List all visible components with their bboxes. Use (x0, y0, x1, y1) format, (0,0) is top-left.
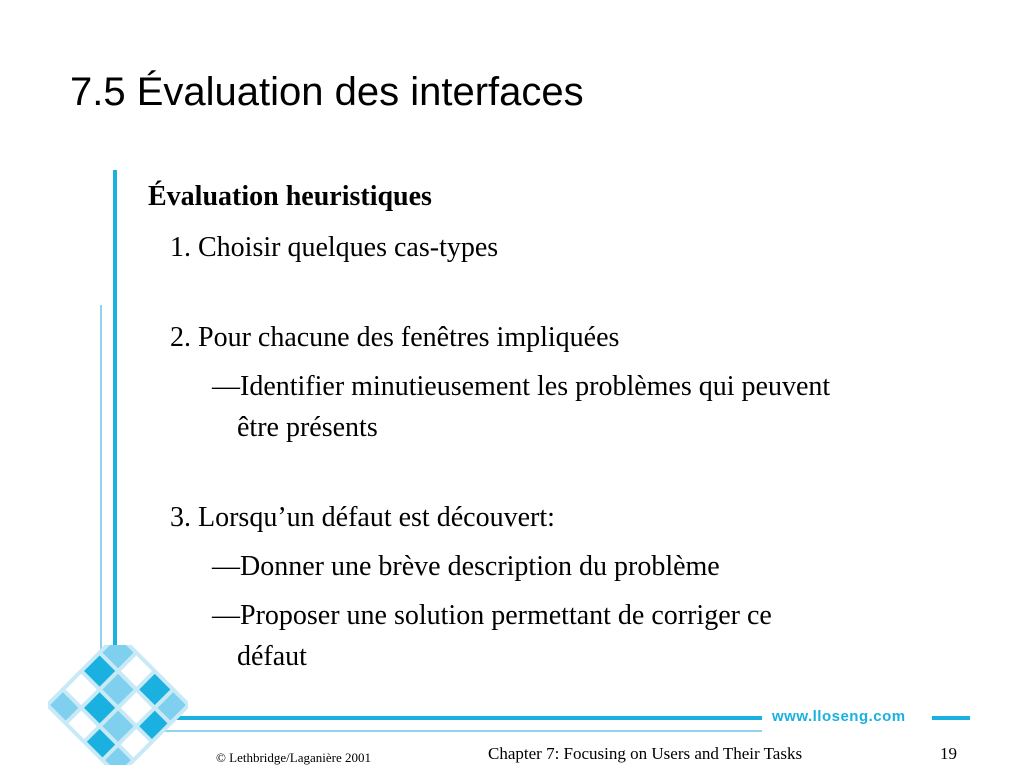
diamond-tiles-logo-icon (48, 645, 188, 765)
slide-title: 7.5 Évaluation des interfaces (70, 70, 584, 114)
list-subitem-continuation: être présents (237, 412, 378, 443)
list-subitem-continuation: défaut (237, 641, 307, 672)
accent-line-horizontal-right (932, 716, 970, 720)
list-subitem: —Identifier minutieusement les problèmes qui peuvent (212, 371, 831, 402)
footer-copyright: © Lethbridge/Laganière 2001 (216, 750, 371, 765)
list-item: 2. Pour chacune des fenêtres impliquées (170, 322, 620, 353)
accent-line-vertical-secondary (100, 305, 102, 675)
list-subitem: —Donner une brève description du problème (212, 551, 720, 582)
page-number: 19 (940, 744, 957, 763)
section-heading: Évaluation heuristiques (148, 181, 432, 212)
accent-line-horizontal-secondary (150, 730, 762, 732)
website-link[interactable]: www.lloseng.com (772, 708, 906, 725)
accent-line-horizontal-main (150, 716, 762, 720)
list-subitem: —Proposer une solution permettant de corriger ce (212, 600, 772, 631)
list-item: 3. Lorsqu’un défaut est découvert: (170, 502, 555, 533)
list-item: 1. Choisir quelques cas-types (170, 232, 499, 263)
accent-line-vertical-main (113, 170, 117, 675)
footer-chapter: Chapter 7: Focusing on Users and Their Tasks (488, 744, 803, 763)
